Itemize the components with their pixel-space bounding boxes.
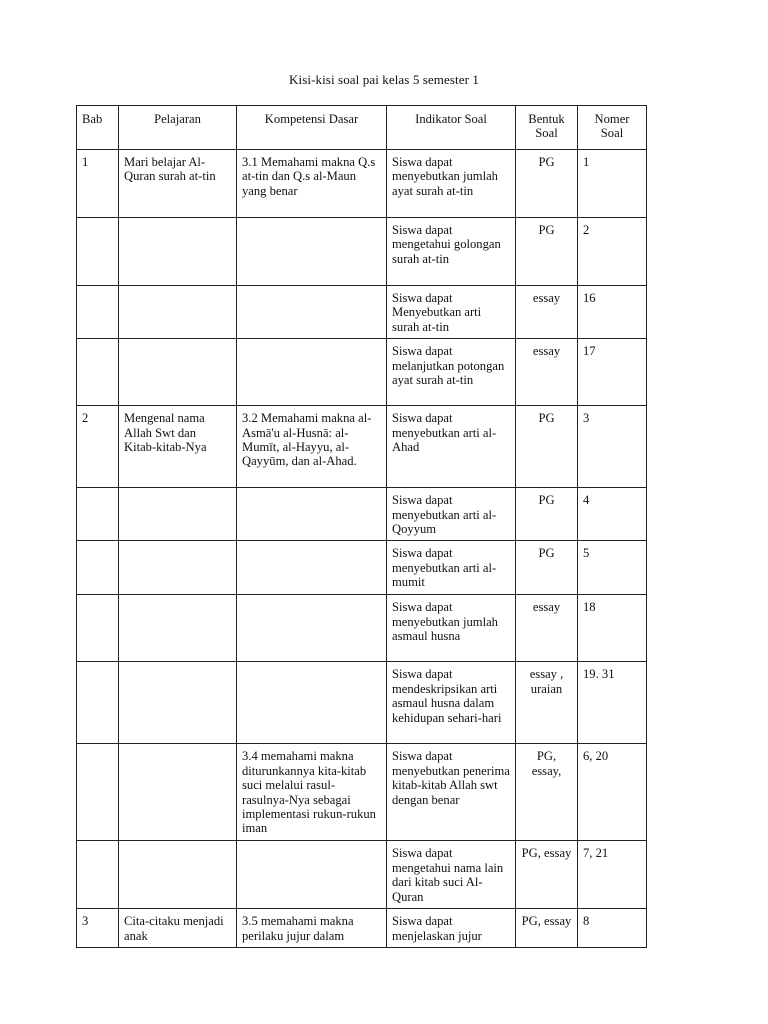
cell-nomer: 5 <box>578 541 647 595</box>
cell-nomer: 3 <box>578 406 647 488</box>
cell-indikator: Siswa dapat mendeskripsikan arti asmaul husna dalam kehidupan sehari-hari <box>387 662 516 744</box>
cell-bab <box>77 662 119 744</box>
table-row <box>77 406 647 488</box>
cell-bentuk: essay , uraian <box>516 662 578 744</box>
cell-bab: 1 <box>77 150 119 218</box>
cell-indikator: Siswa dapat menyebutkan arti al-Qoyyum <box>387 488 516 541</box>
cell-indikator: Siswa dapat mengetahui nama lain dari kitab suci Al-Quran <box>387 841 516 909</box>
cell-nomer: 16 <box>578 286 647 339</box>
cell-bentuk: essay <box>516 595 578 662</box>
cell-bab <box>77 595 119 662</box>
cell-pelajaran <box>119 339 237 406</box>
cell-kompetensi: 3.1 Memahami makna Q.s at-tin dan Q.s al-Maun yang benar <box>237 150 387 218</box>
cell-bab <box>77 841 119 909</box>
table-row <box>77 541 647 595</box>
cell-bentuk: PG, essay <box>516 841 578 909</box>
cell-indikator: Siswa dapat menyebutkan jumlah ayat surah at-tin <box>387 150 516 218</box>
cell-indikator: Siswa dapat Menyebutkan arti surah at-tin <box>387 286 516 339</box>
cell-nomer: 2 <box>578 218 647 286</box>
cell-bentuk: PG <box>516 218 578 286</box>
cell-indikator: Siswa dapat menjelaskan jujur <box>387 909 516 948</box>
table-row <box>77 286 647 339</box>
table-header-row <box>77 106 647 150</box>
cell-pelajaran <box>119 218 237 286</box>
cell-indikator: Siswa dapat mengetahui golongan surah at-tin <box>387 218 516 286</box>
cell-bentuk: PG <box>516 488 578 541</box>
cell-bab: 2 <box>77 406 119 488</box>
cell-bentuk: PG, essay <box>516 909 578 948</box>
cell-pelajaran <box>119 841 237 909</box>
cell-bentuk: PG <box>516 406 578 488</box>
cell-kompetensi <box>237 286 387 339</box>
cell-bentuk: essay <box>516 286 578 339</box>
document-title: Kisi-kisi soal pai kelas 5 semester 1 <box>289 72 479 87</box>
table-row <box>77 150 647 218</box>
table-row <box>77 744 647 841</box>
cell-indikator: Siswa dapat melanjutkan potongan ayat surah at-tin <box>387 339 516 406</box>
header-bab: Bab <box>77 106 119 150</box>
cell-nomer: 18 <box>578 595 647 662</box>
cell-pelajaran <box>119 744 237 841</box>
cell-kompetensi <box>237 488 387 541</box>
cell-kompetensi <box>237 218 387 286</box>
cell-kompetensi: 3.4 memahami makna diturunkannya kita-kitab suci melalui rasul-rasulnya-Nya sebagai implementasi rukun-rukun iman <box>237 744 387 841</box>
cell-kompetensi <box>237 662 387 744</box>
cell-bab <box>77 488 119 541</box>
cell-indikator: Siswa dapat menyebutkan arti al- Ahad <box>387 406 516 488</box>
cell-bentuk: PG, essay, <box>516 744 578 841</box>
table-row <box>77 488 647 541</box>
cell-pelajaran: Cita-citaku menjadi anak <box>119 909 237 948</box>
header-pelajaran: Pelajaran <box>119 106 237 150</box>
cell-bab: 3 <box>77 909 119 948</box>
cell-pelajaran <box>119 488 237 541</box>
cell-kompetensi <box>237 595 387 662</box>
cell-bab <box>77 286 119 339</box>
cell-pelajaran <box>119 286 237 339</box>
cell-pelajaran: Mengenal nama Allah Swt dan Kitab-kitab-Nya <box>119 406 237 488</box>
header-indikator-soal: Indikator Soal <box>387 106 516 150</box>
table-row <box>77 841 647 909</box>
cell-kompetensi: 3.5 memahami makna perilaku jujur dalam <box>237 909 387 948</box>
cell-bentuk: PG <box>516 541 578 595</box>
cell-kompetensi: 3.2 Memahami makna al-Asmā'u al-Husnā: al-Mumīt, al-Hayyu, al-Qayyūm, dan al-Ahad. <box>237 406 387 488</box>
cell-bab <box>77 218 119 286</box>
cell-nomer: 7, 21 <box>578 841 647 909</box>
table-row <box>77 909 647 948</box>
cell-bentuk: PG <box>516 150 578 218</box>
table-row <box>77 218 647 286</box>
cell-bentuk: essay <box>516 339 578 406</box>
cell-kompetensi <box>237 841 387 909</box>
cell-kompetensi <box>237 541 387 595</box>
header-bentuk-soal: Bentuk Soal <box>516 106 578 150</box>
cell-bab <box>77 541 119 595</box>
cell-kompetensi <box>237 339 387 406</box>
cell-nomer: 4 <box>578 488 647 541</box>
cell-pelajaran <box>119 662 237 744</box>
cell-bab <box>77 339 119 406</box>
cell-pelajaran <box>119 595 237 662</box>
header-nomer-soal: Nomer Soal <box>578 106 647 150</box>
cell-nomer: 1 <box>578 150 647 218</box>
table-row <box>77 339 647 406</box>
header-kompetensi-dasar: Kompetensi Dasar <box>237 106 387 150</box>
cell-nomer: 8 <box>578 909 647 948</box>
cell-pelajaran: Mari belajar Al-Quran surah at-tin <box>119 150 237 218</box>
table-row <box>77 595 647 662</box>
kisi-kisi-table <box>76 105 647 948</box>
cell-indikator: Siswa dapat menyebutkan jumlah asmaul husna <box>387 595 516 662</box>
table-row <box>77 662 647 744</box>
cell-nomer: 19. 31 <box>578 662 647 744</box>
cell-indikator: Siswa dapat menyebutkan penerima kitab-kitab Allah swt dengan benar <box>387 744 516 841</box>
cell-indikator: Siswa dapat menyebutkan arti al-mumit <box>387 541 516 595</box>
cell-nomer: 6, 20 <box>578 744 647 841</box>
cell-bab <box>77 744 119 841</box>
cell-pelajaran <box>119 541 237 595</box>
cell-nomer: 17 <box>578 339 647 406</box>
